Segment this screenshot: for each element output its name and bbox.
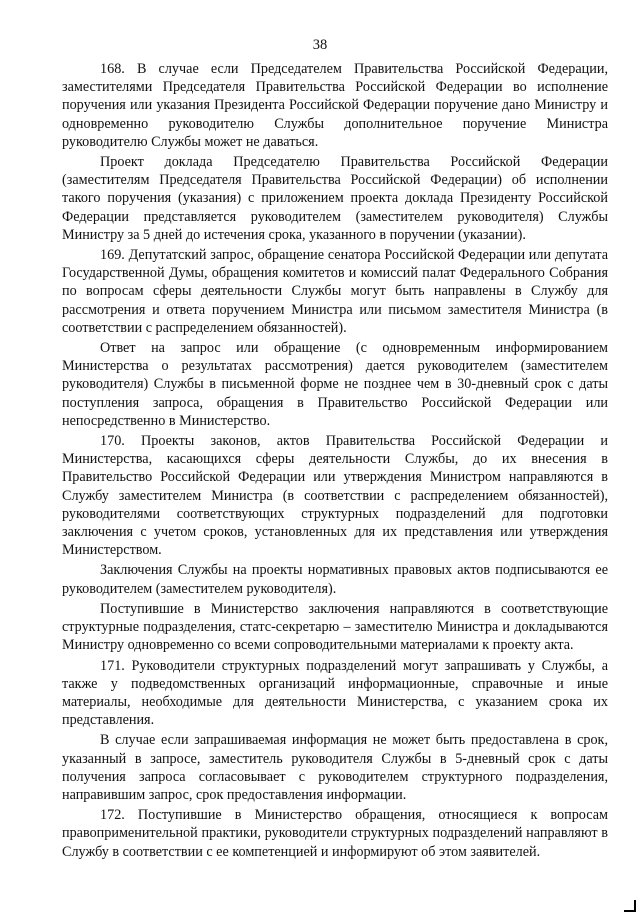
- scan-corner-mark: [624, 900, 636, 912]
- paragraph-171: 171. Руководители структурных подразделений могут запрашивать у Службы, а также у подведомственных организаций информационные, справочные и иные материалы, необходимые для деятельности Министерства, с указанием срока их представления.: [62, 657, 608, 729]
- paragraph-170-received: Поступившие в Министерство заключения направляются в соответствующие структурные подразделения, статс-секретарю – заместителю Министра и докладываются Министру одновременно со всеми сопроводительными материалами к проекту акта.: [62, 600, 608, 654]
- paragraph-169-answer: Ответ на запрос или обращение (с одновременным информированием Министерства о результатах рассмотрения) дается руководителем (заместителем руководителя) Службы в письменной форме не позднее чем в 30-дневный срок с даты поступления запроса, обращения в Правительство Российской Федерации или непосредственно в Министерство.: [62, 340, 608, 429]
- paragraph-171-deadline: В случае если запрашиваемая информация не может быть предоставлена в срок, указанный в запросе, заместитель руководителя Службы в 5-дневный срок с даты получения запроса согласовывает с руководителем структурного подразделения, направившим запрос, срок предоставления информации.: [62, 732, 608, 803]
- paragraph-170: 170. Проекты законов, актов Правительства Российской Федерации и Министерства, касающихся сферы деятельности Службы, до их внесения в Правительство Российской Федерации или утверждения Министром направляются в Службу заместителем Министра (в соответствии с распределением обязанностей), руководителями соответствующих структурных подразделений для подготовки заключения с учетом сроков, установленных для их представления или утверждения Министерством.: [62, 433, 608, 559]
- document-body: [62, 60, 608, 863]
- paragraph-172: 172. Поступившие в Министерство обращения, относящиеся к вопросам правоприменительной практики, руководители структурных подразделений направляют в Службу в соответствии с ее компетенцией и информируют об этом заявителей.: [62, 807, 608, 860]
- page-number: 38: [312, 37, 328, 53]
- paragraph-169: 169. Депутатский запрос, обращение сенатора Российской Федерации или депутата Государственной Думы, обращения комитетов и комиссий палат Федерального Собрания по вопросам сферы деятельности Службы могут быть направлены в Службу для рассмотрения и ответа поручением Министра или письмом заместителя Министра (в соответствии с распределением обязанностей).: [62, 247, 608, 336]
- paragraph-168-report: Проект доклада Председателю Правительства Российской Федерации (заместителям Председателя Правительства Российской Федерации) об исполнении такого поручения (указания) с приложением проекта доклада Президенту Российской Федерации представляется руководителем (заместителем руководителя) Службы Министру за 5 дней до истечения срока, указанного в поручении (указании).: [62, 154, 608, 243]
- paragraph-168: 168. В случае если Председателем Правительства Российской Федерации, заместителями Председателя Правительства Российской Федерации во исполнение поручения или указания Президента Российской Федерации поручение дано Министру и одновременно руководителю Службы дополнительное поручение Министра руководителю Службы может не даваться.: [62, 61, 608, 150]
- paragraph-170-conclusions: Заключения Службы на проекты нормативных правовых актов подписываются ее руководителем (заместителем руководителя).: [62, 562, 608, 597]
